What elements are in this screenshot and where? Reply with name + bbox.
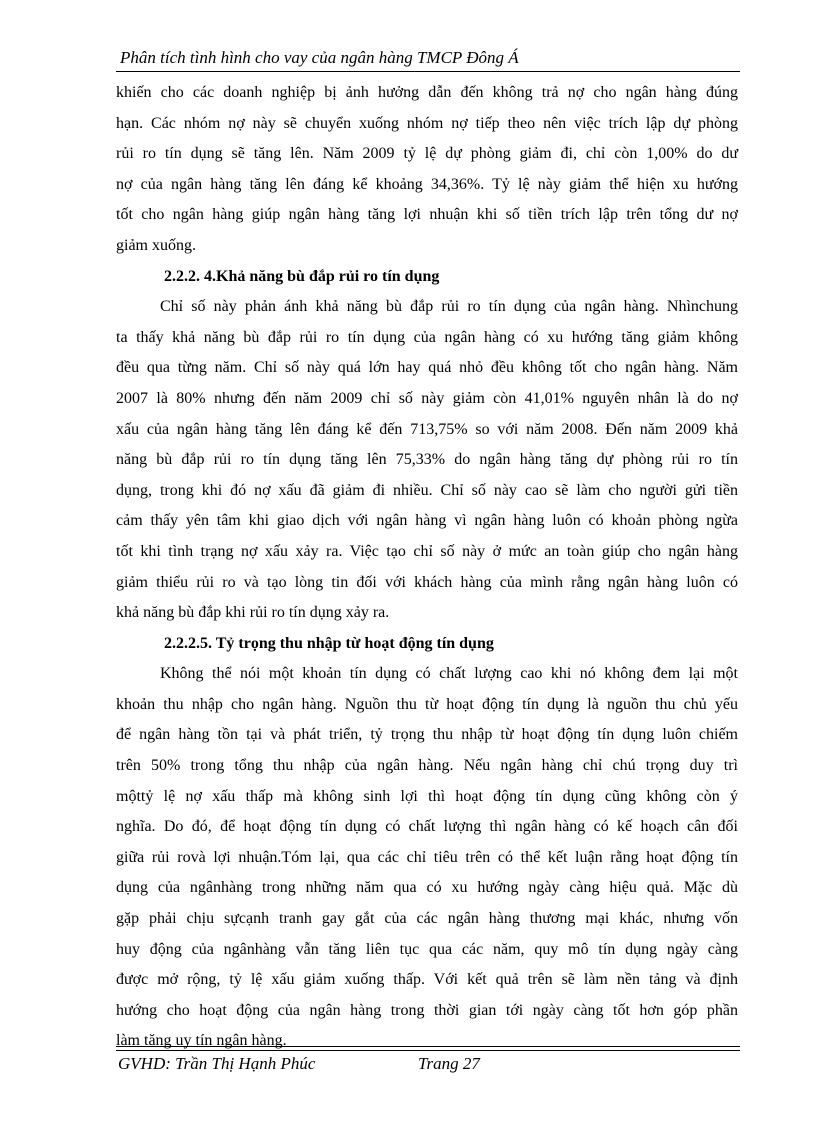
- text-line: giảm thiểu rủi ro và tạo lòng tin đối với khách hàng của mình rằng ngân hàng luôn có: [116, 573, 738, 591]
- text-line: giữa rủi rovà lợi nhuận.Tóm lại, qua các chỉ tiêu trên có thể kết luận rằng hoạt động tín: [116, 848, 738, 866]
- header-title: Phân tích tình hình cho vay của ngân hàng TMCP Đông Á: [120, 48, 519, 67]
- text-line: để ngân hàng tồn tại và phát triển, tỷ trọng thu nhập từ hoạt động tín dụng luôn chiếm: [116, 726, 738, 744]
- text-line: khoản thu nhập cho ngân hàng. Nguồn thu từ hoạt động tín dụng là nguồn thu chủ yếu: [116, 695, 738, 713]
- text-line: 2007 là 80% nhưng đến năm 2009 chỉ số này giảm còn 41,01% nguyên nhân là do nợ: [116, 389, 738, 407]
- paragraph-continued: [116, 78, 738, 262]
- section-heading: 2.2.2. 4.Khả năng bù đắp rủi ro tín dụng: [164, 267, 440, 285]
- paragraph: [116, 659, 738, 1057]
- text-line: nợ của ngân hàng tăng lên đáng kể khoảng 34,36%. Tỷ lệ này giảm thể hiện xu hướng: [116, 175, 738, 193]
- section-heading: 2.2.2.5. Tỷ trọng thu nhập từ hoạt động tín dụng: [164, 634, 494, 652]
- text-line: làm tăng uy tín ngân hàng.: [116, 1032, 287, 1050]
- page-footer: [116, 1046, 740, 1086]
- text-line: hướng cho hoạt động của ngân hàng trong thời gian tới ngày càng tốt hơn góp phần: [116, 1001, 738, 1019]
- page-number: Trang 27: [418, 1054, 480, 1073]
- footer-rule-top: [116, 1046, 740, 1047]
- footer-rule-bottom: [116, 1050, 740, 1051]
- text-line: dụng của ngânhàng trong những năm qua có xu hướng ngày càng hiệu quả. Mặc dù: [116, 879, 738, 897]
- text-line: năng bù đắp rủi ro tín dụng tăng lên 75,33% do ngân hàng tăng dự phòng rủi ro tín: [116, 451, 738, 469]
- text-line: tốt khi tình trạng nợ xấu xảy ra. Việc tạo chỉ số này ở mức an toàn giúp cho ngân hàng: [116, 542, 738, 560]
- page-body: [116, 78, 738, 1057]
- text-line: rủi ro tín dụng sẽ tăng lên. Năm 2009 tỷ lệ dự phòng giảm đi, chỉ còn 1,00% do dư: [116, 145, 738, 163]
- text-line: giảm xuống.: [116, 236, 196, 254]
- text-line: ta thấy khả năng bù đắp rủi ro tín dụng của ngân hàng có xu hướng tăng giảm không: [116, 328, 738, 346]
- text-line: mộttỷ lệ nợ xấu thấp mà không sinh lợi thì hoạt động tín dụng cũng không còn ý: [116, 787, 738, 805]
- text-line: gặp phải chịu sựcạnh tranh gay gắt của các ngân hàng thương mại khác, nhưng vốn: [116, 910, 738, 928]
- page-header: [116, 44, 740, 72]
- text-line: tốt cho ngân hàng giúp ngân hàng tăng lợi nhuận khi số tiền trích lập trên tổng dư nợ: [116, 206, 738, 224]
- text-line: huy động của ngânhàng vẫn tăng liên tục qua các năm, quy mô tín dụng ngày càng: [116, 940, 738, 958]
- text-line: khả năng bù đắp khi rủi ro tín dụng xảy ra.: [116, 604, 390, 622]
- text-line: cảm thấy yên tâm khi giao dịch với ngân hàng vì ngân hàng luôn có khoản phòng ngừa: [116, 512, 738, 530]
- text-line: dụng, trong khi đó nợ xấu đã giảm đi nhiều. Chỉ số này cao sẽ làm cho người gửi tiền: [116, 481, 738, 499]
- text-line: đều qua từng năm. Chỉ số này quá lớn hay quá nhỏ đều không tốt cho ngân hàng. Năm: [116, 359, 738, 377]
- text-line: Không thể nói một khoản tín dụng có chất lượng cao khi nó không đem lại một: [160, 665, 738, 683]
- text-line: xấu của ngân hàng tăng lên đáng kể đến 713,75% so với năm 2008. Đến năm 2009 khả: [116, 420, 738, 438]
- footer-instructor: GVHD: Trần Thị Hạnh Phúc: [118, 1054, 316, 1073]
- text-line: được mở rộng, tỷ lệ xấu giảm xuống thấp. Với kết quả trên sẽ làm nền tảng và định: [116, 971, 738, 989]
- text-line: Chỉ số này phản ánh khả năng bù đắp rủi ro tín dụng của ngân hàng. Nhìnchung: [160, 298, 738, 316]
- text-line: hạn. Các nhóm nợ này sẽ chuyển xuống nhóm nợ tiếp theo nên việc trích lập dự phòng: [116, 114, 738, 132]
- paragraph: [116, 292, 738, 629]
- text-line: trên 50% trong tổng thu nhập của ngân hàng. Nếu ngân hàng chỉ chú trọng duy trì: [116, 757, 738, 775]
- text-line: nghĩa. Do đó, để hoạt động tín dụng có chất lượng thì ngân hàng có kế hoạch cân đối: [116, 818, 738, 836]
- text-line: khiến cho các doanh nghiệp bị ảnh hưởng dẫn đến không trả nợ cho ngân hàng đúng: [116, 84, 738, 101]
- header-rule: [116, 71, 740, 72]
